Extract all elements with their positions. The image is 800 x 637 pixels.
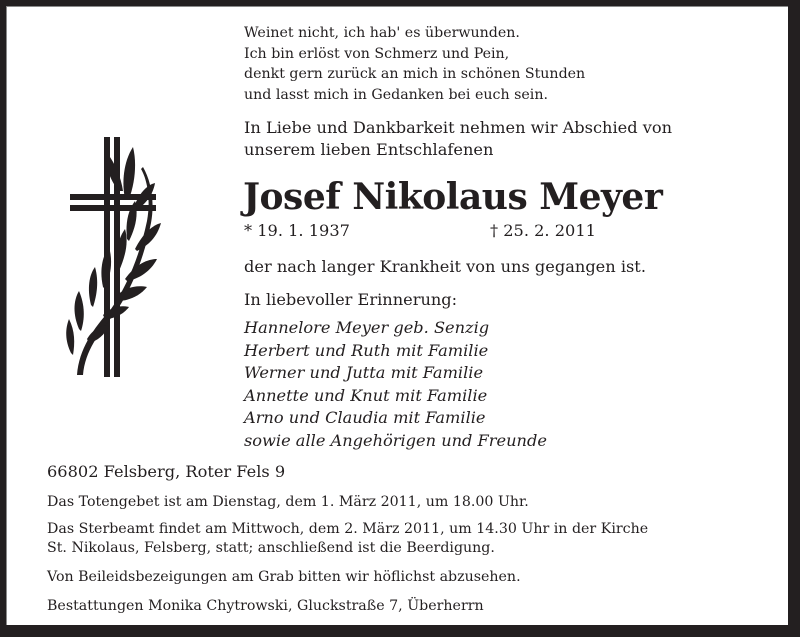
poem-line: denkt gern zurück an mich in schönen Stunden xyxy=(244,66,586,82)
passed-text: der nach langer Krankheit von uns gegangen ist. xyxy=(244,257,646,276)
deceased-name: Josef Nikolaus Meyer xyxy=(243,176,663,218)
funeral-home: Bestattungen Monika Chytrowski, Gluckstraße 7, Überherrn xyxy=(47,598,484,614)
condolence-notice: Von Beileidsbezeigungen am Grab bitten wir höflichst abzusehen. xyxy=(47,569,521,585)
mourner: Annette und Knut mit Familie xyxy=(244,385,488,405)
remembrance-heading: In liebevoller Erinnerung: xyxy=(244,290,458,309)
birth-date: * 19. 1. 1937 xyxy=(244,221,350,240)
death-date: † 25. 2. 2011 xyxy=(490,221,596,240)
poem-line: und lasst mich in Gedanken bei euch sein. xyxy=(244,86,548,103)
poem-line: Ich bin erlöst von Schmerz und Pein, xyxy=(244,45,510,62)
mourner: Arno und Claudia mit Familie xyxy=(244,408,486,428)
mourner: Hannelore Meyer geb. Senzig xyxy=(244,318,490,337)
intro-line: In Liebe und Dankbarkeit nehmen wir Abschied von xyxy=(244,118,673,137)
mass-notice-line: St. Nikolaus, Felsberg, statt; anschließend ist die Beerdigung. xyxy=(47,540,495,556)
intro-line: unserem lieben Entschlafenen xyxy=(244,140,494,159)
mass-notice xyxy=(47,520,648,558)
poem xyxy=(244,23,585,105)
mourner: sowie alle Angehörigen und Freunde xyxy=(244,430,547,450)
cross-with-palm-branch-icon xyxy=(63,129,163,379)
prayer-notice: Das Totengebet ist am Dienstag, dem 1. März 2011, um 18.00 Uhr. xyxy=(47,494,529,510)
poem-line: Weinet nicht, ich hab' es überwunden. xyxy=(244,25,520,41)
mourner: Werner und Jutta mit Familie xyxy=(244,363,484,383)
obituary-notice xyxy=(6,6,788,625)
mass-notice-line: Das Sterbeamt findet am Mittwoch, dem 2. März 2011, um 14.30 Uhr in der Kirche xyxy=(47,521,649,537)
family-address: 66802 Felsberg, Roter Fels 9 xyxy=(47,462,286,481)
intro-text xyxy=(244,117,672,161)
mourners-list xyxy=(244,317,547,453)
mourner: Herbert und Ruth mit Familie xyxy=(244,340,489,360)
